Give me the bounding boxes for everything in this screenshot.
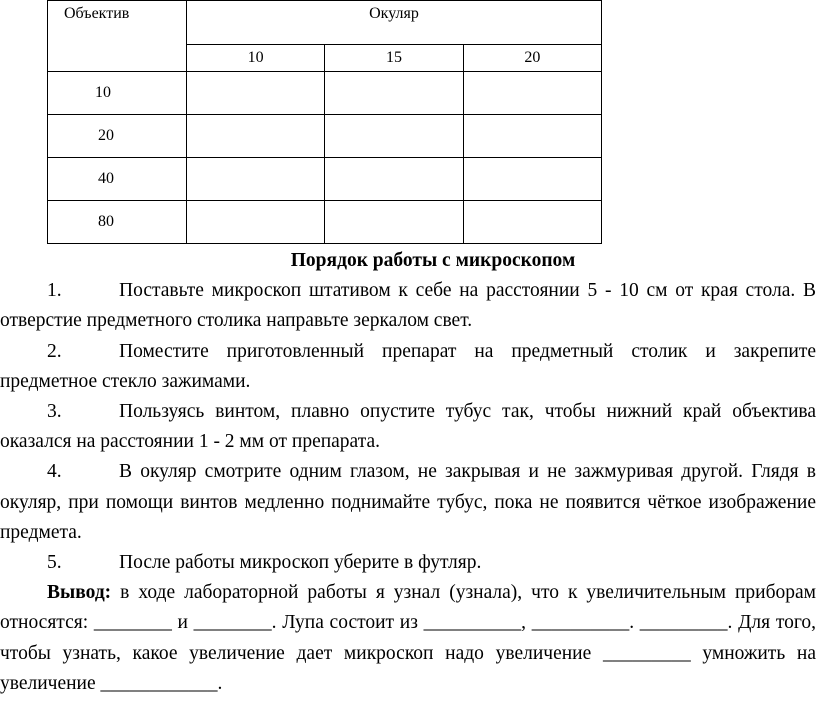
table-cell[interactable] bbox=[463, 115, 601, 158]
step-item bbox=[0, 276, 816, 336]
step-item bbox=[0, 548, 816, 578]
step-number: 5. bbox=[47, 552, 62, 574]
objective-value: 80 bbox=[98, 213, 114, 230]
magnification-table bbox=[47, 0, 602, 244]
conclusion bbox=[0, 578, 816, 699]
step-number: 1. bbox=[47, 280, 62, 302]
step-item bbox=[0, 397, 816, 457]
objective-value: 10 bbox=[95, 84, 111, 101]
header-objective-cell bbox=[48, 1, 187, 72]
instructions-body bbox=[0, 246, 816, 699]
table-cell[interactable] bbox=[325, 72, 463, 115]
eyepiece-value: 15 bbox=[325, 45, 463, 72]
objective-value: 40 bbox=[98, 170, 114, 187]
table-cell[interactable] bbox=[463, 72, 601, 115]
step-number: 3. bbox=[47, 401, 62, 423]
table-cell[interactable] bbox=[325, 158, 463, 201]
objective-value: 20 bbox=[98, 127, 114, 144]
table-cell[interactable] bbox=[187, 201, 325, 244]
eyepiece-value: 20 bbox=[463, 45, 601, 72]
table-row bbox=[48, 158, 602, 201]
step-text: Поставьте микроскоп штативом к себе на расстоянии 5 - 10 см от края стола. В отверстие предметного столика направьте зеркалом свет. bbox=[0, 280, 816, 332]
eyepiece-value: 10 bbox=[187, 45, 325, 72]
step-item bbox=[0, 337, 816, 397]
table-row bbox=[48, 72, 602, 115]
conclusion-text[interactable]: в ходе лабораторной работы я узнал (узнала), что к увеличительным приборам относятся: ________ и ________. Лупа состоит из __________, __________. _________. Для того, чтобы узнать, какое увеличение дает микроскоп надо увеличение _________ умножить на увеличение ____________. bbox=[0, 582, 816, 694]
table-cell[interactable] bbox=[187, 158, 325, 201]
table-cell[interactable] bbox=[187, 72, 325, 115]
table-row bbox=[48, 201, 602, 244]
header-eyepiece-cell bbox=[187, 1, 602, 45]
step-number: 2. bbox=[47, 340, 62, 362]
header-eyepiece: Окуляр bbox=[369, 5, 419, 22]
table-cell[interactable] bbox=[463, 158, 601, 201]
conclusion-label: Вывод: bbox=[47, 582, 112, 604]
step-text: В окуляр смотрите одним глазом, не закрывая и не зажмуривая другой. Глядя в окуляр, при помощи винтов медленно поднимайте тубус, пока не появится чёткое изображение предмета. bbox=[0, 461, 816, 543]
step-text: Поместите приготовленный препарат на предметный столик и закрепите предметное стекло зажимами. bbox=[0, 340, 816, 392]
table-cell[interactable] bbox=[463, 201, 601, 244]
table-row bbox=[48, 115, 602, 158]
section-title: Порядок работы с микроскопом bbox=[290, 250, 576, 271]
step-text: После работы микроскоп уберите в футляр. bbox=[119, 552, 482, 574]
table-cell[interactable] bbox=[325, 115, 463, 158]
header-objective: Объектив bbox=[64, 5, 130, 22]
table-cell[interactable] bbox=[187, 115, 325, 158]
step-item bbox=[0, 457, 816, 548]
table-cell[interactable] bbox=[325, 201, 463, 244]
step-text: Пользуясь винтом, плавно опустите тубус так, чтобы нижний край объектива оказался на расстоянии 1 - 2 мм от препарата. bbox=[0, 401, 816, 453]
step-number: 4. bbox=[47, 461, 62, 483]
